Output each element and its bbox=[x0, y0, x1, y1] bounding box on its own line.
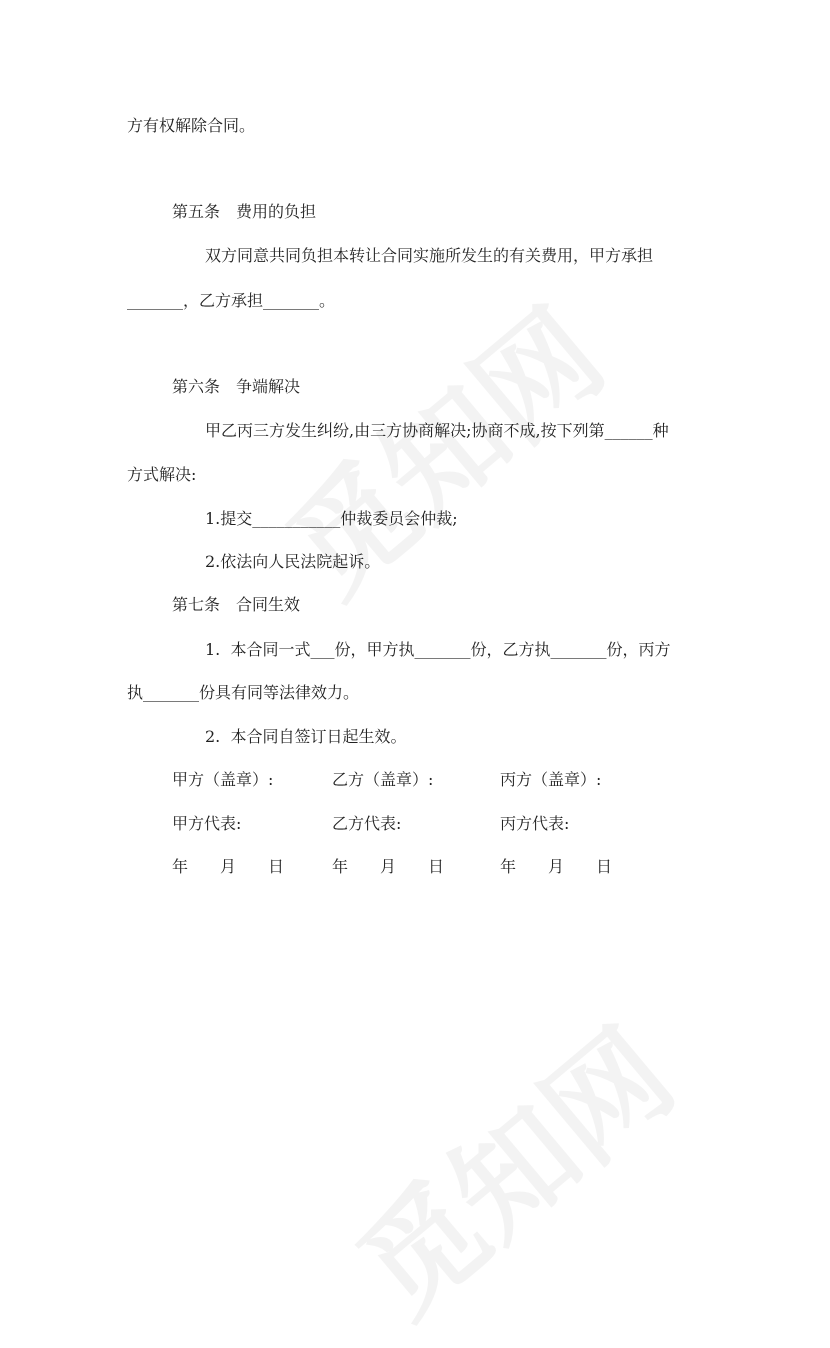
article-5-para-line-1: 双方同意共同负担本转让合同实施所发生的有关费用，甲方承担 bbox=[205, 246, 654, 265]
party-a-date: 年 月 日 bbox=[172, 857, 285, 876]
article-6-item-1: 1.提交___________仲裁委员会仲裁; bbox=[205, 509, 458, 528]
continuation-line: 方有权解除合同。 bbox=[127, 116, 256, 135]
watermark-bottom bbox=[317, 984, 703, 1347]
party-a-seal: 甲方（盖章）: bbox=[172, 770, 274, 789]
article-5-title: 第五条 费用的负担 bbox=[172, 202, 317, 221]
party-c-rep: 丙方代表: bbox=[500, 814, 570, 833]
party-c-date: 年 月 日 bbox=[500, 857, 613, 876]
article-6-para-line-1: 甲乙丙三方发生纠纷,由三方协商解决;协商不成,按下列第______种 bbox=[205, 421, 669, 440]
article-6-para-line-2: 方式解决: bbox=[127, 465, 197, 484]
party-b-rep: 乙方代表: bbox=[332, 814, 402, 833]
article-7-title: 第七条 合同生效 bbox=[172, 595, 301, 614]
article-5-para-line-2: _______，乙方承担_______。 bbox=[127, 291, 336, 310]
party-c-seal: 丙方（盖章）: bbox=[500, 770, 602, 789]
party-a-rep: 甲方代表: bbox=[172, 814, 242, 833]
article-6-item-2: 2.依法向人民法院起诉。 bbox=[205, 552, 381, 571]
article-6-title: 第六条 争端解决 bbox=[172, 377, 301, 396]
article-7-para-line-2: 执_______份具有同等法律效力。 bbox=[127, 683, 360, 702]
party-b-date: 年 月 日 bbox=[332, 857, 445, 876]
article-7-para-line-3: 2. 本合同自签订日起生效。 bbox=[205, 727, 407, 746]
watermark bbox=[247, 264, 633, 627]
party-b-seal: 乙方（盖章）: bbox=[332, 770, 434, 789]
article-7-para-line-1: 1. 本合同一式___份，甲方执_______份，乙方执_______份，丙方 bbox=[205, 640, 671, 659]
